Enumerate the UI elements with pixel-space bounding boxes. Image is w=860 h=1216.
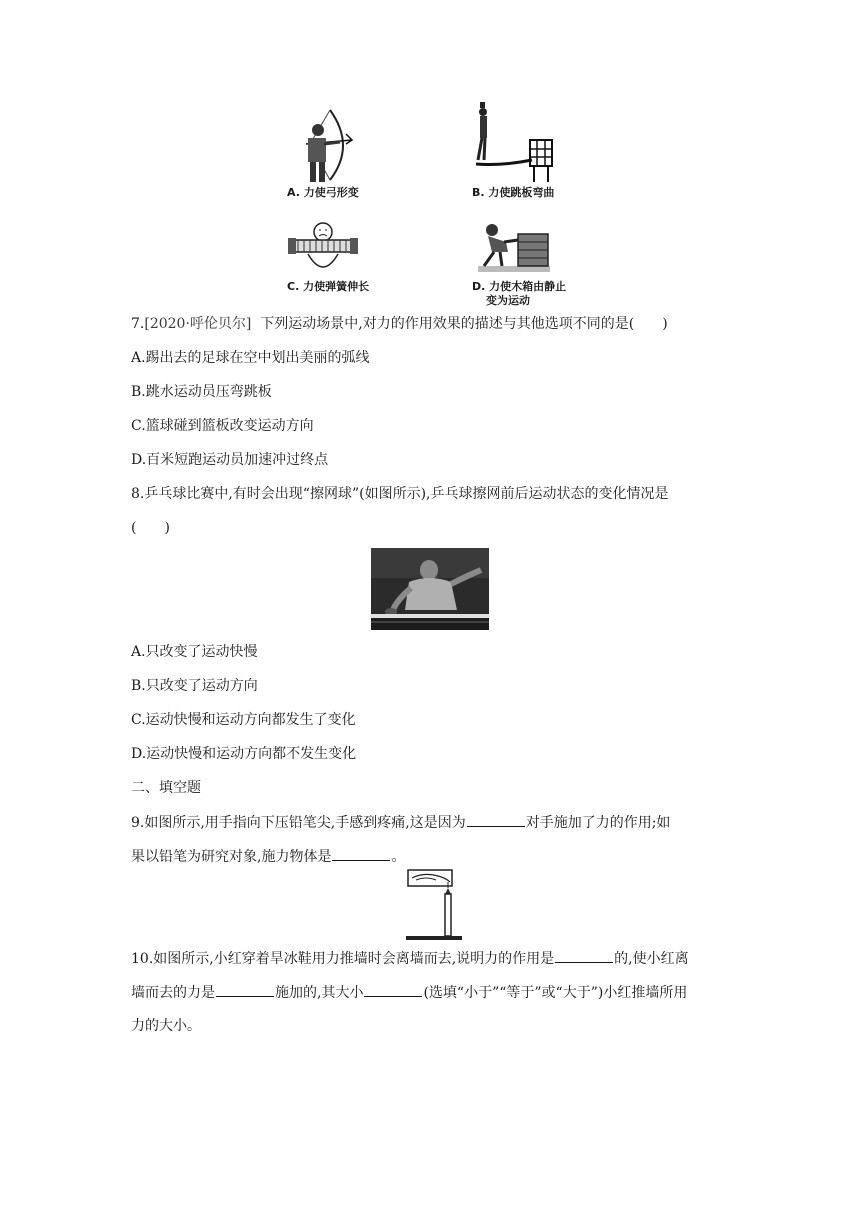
q9-line1-b: 对手施加了力的作用;如 xyxy=(525,815,671,831)
q10-line2-b: 施加的,其大小 xyxy=(275,985,364,1001)
caption-b: B. 力使跳板弯曲 xyxy=(472,186,555,199)
q7-source: [2020·呼伦贝尔] xyxy=(144,316,252,332)
q9-blank-2[interactable] xyxy=(332,846,390,861)
q7-option-a: A.踢出去的足球在空中划出美丽的弧线 xyxy=(131,350,370,366)
figure-b-diving-board xyxy=(472,100,556,184)
q7-option-d: D.百米短跑运动员加速冲过终点 xyxy=(131,452,329,468)
q8-option-a: A.只改变了运动快慢 xyxy=(131,644,258,660)
q10-line1 xyxy=(131,948,689,969)
caption-d-line2: 变为运动 xyxy=(486,294,530,307)
caption-a: A. 力使弓形变 xyxy=(287,186,359,199)
figure-pencil-press xyxy=(404,868,466,942)
figure-c-spring xyxy=(288,218,358,280)
q9-line1-a: 9.如图所示,用手指向下压铅笔尖,手感到疼痛,这是因为 xyxy=(131,815,466,831)
q7-stem-text: 下列运动场景中,对力的作用效果的描述与其他选项不同的是( ) xyxy=(260,316,668,332)
figure-a-archer xyxy=(296,106,358,184)
q10-line2-c: (选填“小于”“等于”或“大于”)小红推墙所用 xyxy=(423,985,688,1001)
q7-option-c: C.篮球碰到篮板改变运动方向 xyxy=(131,418,314,434)
q10-line2-a: 墙而去的力是 xyxy=(131,985,215,1001)
q8-option-c: C.运动快慢和运动方向都发生了变化 xyxy=(131,712,356,728)
q10-line2 xyxy=(131,982,687,1003)
section-title: 二、填空题 xyxy=(131,780,201,796)
q8-option-d: D.运动快慢和运动方向都不发生变化 xyxy=(131,746,357,762)
q9-blank-1[interactable] xyxy=(467,812,525,827)
q10-line1-a: 10.如图所示,小红穿着旱冰鞋用力推墙时会离墙而去,说明力的作用是 xyxy=(131,951,555,967)
q8-stem-line1: 8.乒乓球比赛中,有时会出现“擦网球”(如图所示),乒乓球擦网前后运动状态的变化情况是 xyxy=(131,486,669,502)
caption-d-line1: D. 力使木箱由静止 xyxy=(472,280,567,293)
caption-c: C. 力使弹簧伸长 xyxy=(287,280,370,293)
q10-line1-b: 的,使小红离 xyxy=(614,951,689,967)
q10-line3: 力的大小。 xyxy=(131,1018,201,1034)
q7-stem xyxy=(131,314,668,334)
q8-option-b: B.只改变了运动方向 xyxy=(131,678,258,694)
table-tennis-photo xyxy=(371,548,489,630)
q10-blank-1[interactable] xyxy=(555,948,613,963)
q7-option-b: B.跳水运动员压弯跳板 xyxy=(131,384,272,400)
q9-line1 xyxy=(131,812,670,833)
q9-line2 xyxy=(131,846,405,867)
q9-line2-a: 果以铅笔为研究对象,施力物体是 xyxy=(131,849,332,865)
q10-blank-2[interactable] xyxy=(216,982,274,997)
q7-number: 7. xyxy=(131,316,145,332)
q8-stem-line2: ( ) xyxy=(131,520,170,536)
q10-blank-3[interactable] xyxy=(364,982,422,997)
figure-d-pushing-box xyxy=(478,222,550,272)
q9-line2-b: 。 xyxy=(391,849,406,865)
